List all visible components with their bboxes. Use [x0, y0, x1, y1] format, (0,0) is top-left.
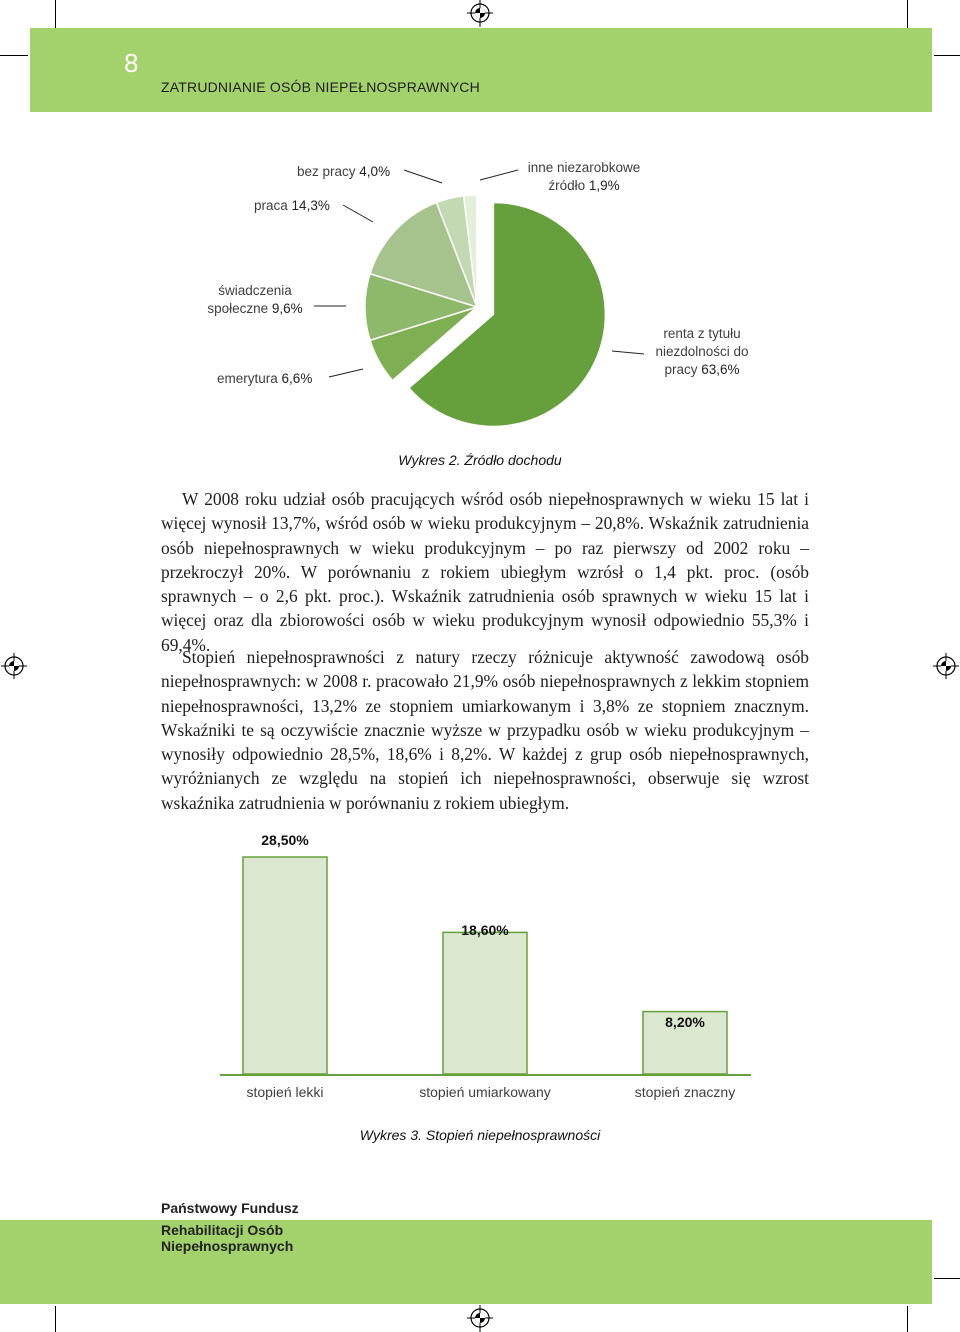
- bar: [243, 857, 327, 1074]
- bar-value-label: 18,60%: [461, 922, 509, 938]
- pie-leader-line: [329, 369, 363, 377]
- bar-value-label: 28,50%: [261, 832, 309, 848]
- bar-value-label: 8,20%: [665, 1014, 705, 1030]
- bar-chart-caption: Wykres 3. Stopień niepełnosprawności: [359, 1127, 601, 1143]
- bar-category-label: stopień lekki: [246, 1084, 324, 1100]
- footer-org-line-3: Niepełnosprawnych: [161, 1238, 294, 1254]
- crop-mark: [55, 1306, 56, 1332]
- body-paragraph-2: Stopień niepełnosprawności z natury rzeczy różnicuje aktywność zawodową osób niepełnosprawnych: w 2008 r. pracowało 21,9% osób niepełnosprawnych z lekkim stopniem niepełnosprawności, 13,2% ze stopniem umiarkowanym i 3,8% ze stopniem znacznym. Wskaźniki te są oczywiście znacznie wyższe w przypadku osób w wieku produkcyjnym – wynosiły odpowiednio 28,5%, 18,6% i 8,2%. W każdej z grup osób niepełnosprawnych, wyróżnianych ze względu na stopień ich niepełnosprawności, obserwuje się wzrost wskaźnika zatrudnienia w porównaniu z rokiem ubiegłym.: [161, 647, 809, 813]
- pie-label-inne: inne niezarobkowe źródło 1,9%: [527, 160, 641, 193]
- registration-mark-icon: [0, 652, 28, 680]
- pie-chart: [0, 0, 960, 440]
- pie-label-renta: renta z tytułu niezdolności do pracy 63,6%: [655, 326, 749, 377]
- pie-leader-line: [612, 351, 644, 354]
- chapter-title: ZATRUDNIANIE OSÓB NIEPEŁNOSPRAWNYCH: [161, 79, 480, 95]
- footer-band: [0, 1220, 932, 1304]
- pie-leader-line: [343, 205, 373, 222]
- bar-category-label: stopień znaczny: [634, 1084, 736, 1100]
- body-paragraph-1: W 2008 roku udział osób pracujących wśród osób niepełnosprawnych w wieku 15 lat i więcej wynosił 13,7%, wśród osób w wieku produkcyjnym – 20,8%. Wskaźnik zatrudnienia osób niepełnosprawnych w wieku produkcyjnym – po raz pierwszy od 2002 roku – przekroczył 20%. W porównaniu z rokiem ubiegłym wzrósł o 1,4 pkt. proc. (osób sprawnych – o 2,6 pkt. proc.). Wskaźnik zatrudnienia osób sprawnych w wieku 15 lat i więcej oraz dla zbiorowości osób w wieku produkcyjnym wynosił odpowiednio 55,3% i 69,4%.: [161, 489, 809, 655]
- pie-label-swiadczenia: świadczenia społeczne 9,6%: [207, 283, 303, 316]
- pie-leader-line: [480, 170, 518, 180]
- registration-mark-icon: [932, 652, 960, 680]
- bar: [443, 932, 527, 1074]
- pie-leader-line: [404, 170, 442, 183]
- crop-mark: [934, 1278, 960, 1279]
- footer-org-line-1: Państwowy Fundusz: [161, 1200, 299, 1216]
- pie-label-bez-pracy: bez pracy 4,0%: [297, 164, 391, 179]
- pie-label-praca: praca 14,3%: [254, 198, 330, 213]
- footer-org-line-2: Rehabilitacji Osób: [161, 1222, 284, 1238]
- pie-chart-caption: Wykres 2. Źródło dochodu: [398, 452, 562, 468]
- bar-category-label: stopień umiarkowany: [419, 1084, 551, 1100]
- pie-label-emerytura: emerytura 6,6%: [217, 371, 313, 386]
- crop-mark: [907, 1306, 908, 1332]
- registration-mark-icon: [466, 1304, 494, 1332]
- bar-chart: [0, 840, 960, 1090]
- page-number: 8: [124, 48, 139, 78]
